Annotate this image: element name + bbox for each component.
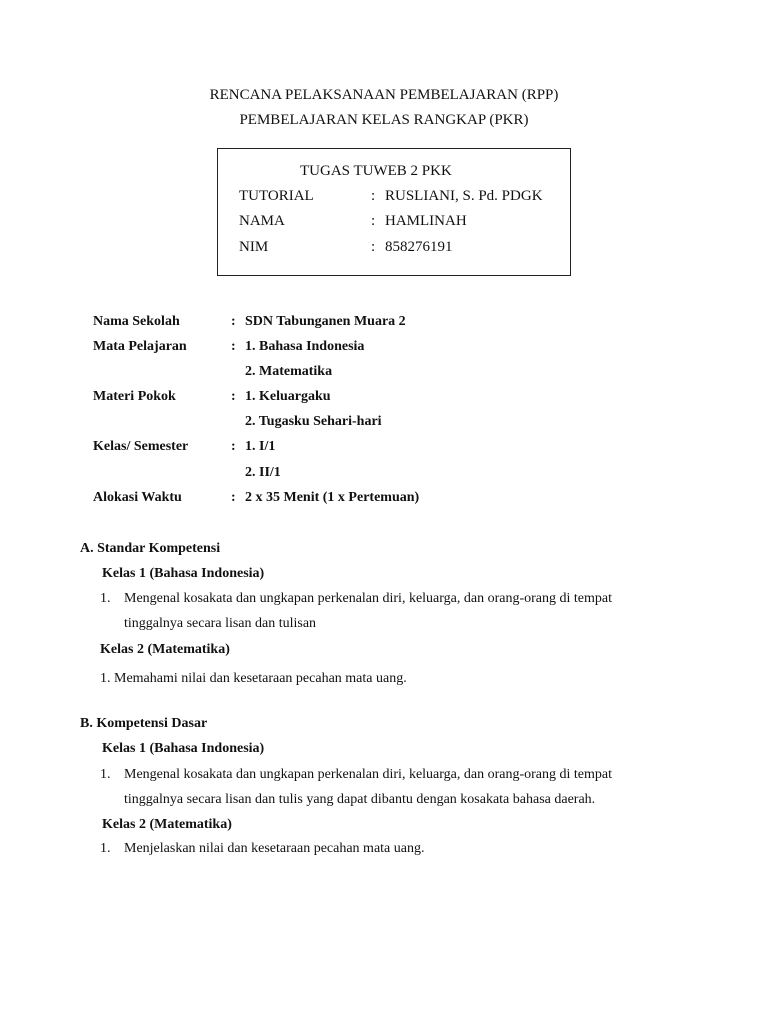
name-label: NAMA	[239, 213, 285, 229]
section-b-class1-line2: tinggalnya secara lisan dan tulis yang dapat dibantu dengan kosakata bahasa daerah.	[124, 792, 596, 807]
section-b-class1-number: 1.	[100, 767, 111, 782]
tutorial-label: TUTORIAL	[239, 188, 314, 204]
section-a-heading: A. Standar Kompetensi	[80, 541, 221, 556]
school-value: SDN Tabunganen Muara 2	[245, 314, 406, 329]
subject-item-1: 1. Bahasa Indonesia	[245, 339, 365, 354]
topic-item-2: 2. Tugasku Sehari-hari	[245, 414, 382, 429]
nim-value: 858276191	[385, 239, 453, 255]
document-subtitle: PEMBELAJARAN KELAS RANGKAP (PKR)	[239, 112, 529, 128]
topic-label: Materi Pokok	[93, 389, 176, 404]
time-allocation-colon: :	[231, 490, 236, 505]
section-b-class2-text: Menjelaskan nilai dan kesetaraan pecahan mata uang.	[124, 841, 425, 856]
section-a-class1-line2: tinggalnya secara lisan dan tulisan	[124, 616, 317, 631]
section-a-class2-text: 1. Memahami nilai dan kesetaraan pecahan mata uang.	[100, 671, 407, 686]
class-semester-colon: :	[231, 439, 236, 454]
class-semester-item-1: 1. I/1	[245, 439, 276, 454]
section-b-class1-line1: Mengenal kosakata dan ungkapan perkenalan diri, keluarga, dan orang-orang di tempat	[124, 767, 613, 782]
nim-label: NIM	[239, 239, 269, 255]
time-allocation-value: 2 x 35 Menit (1 x Pertemuan)	[245, 490, 420, 505]
section-a-class1-number: 1.	[100, 591, 111, 606]
section-a-class1-heading: Kelas 1 (Bahasa Indonesia)	[102, 566, 265, 581]
subject-colon: :	[231, 339, 236, 354]
topic-item-1: 1. Keluargaku	[245, 389, 331, 404]
subject-label: Mata Pelajaran	[93, 339, 187, 354]
class-semester-item-2: 2. II/1	[245, 465, 281, 480]
topic-colon: :	[231, 389, 236, 404]
time-allocation-label: Alokasi Waktu	[93, 490, 182, 505]
section-a-class1-line1: Mengenal kosakata dan ungkapan perkenalan diri, keluarga, dan orang-orang di tempat	[124, 591, 613, 606]
nim-colon: :	[371, 239, 376, 255]
tutorial-value: RUSLIANI, S. Pd. PDGK	[385, 188, 543, 204]
class-semester-label: Kelas/ Semester	[93, 439, 189, 454]
section-a-class2-heading: Kelas 2 (Matematika)	[100, 642, 230, 657]
document-title: RENCANA PELAKSANAAN PEMBELAJARAN (RPP)	[209, 87, 559, 103]
section-b-heading: B. Kompetensi Dasar	[80, 716, 208, 731]
name-colon: :	[371, 213, 376, 229]
name-value: HAMLINAH	[385, 213, 467, 229]
section-b-class2-heading: Kelas 2 (Matematika)	[102, 817, 232, 832]
subject-item-2: 2. Matematika	[245, 364, 333, 379]
section-b-class2-number: 1.	[100, 841, 111, 856]
section-b-class1-heading: Kelas 1 (Bahasa Indonesia)	[102, 741, 265, 756]
assignment-heading: TUGAS TUWEB 2 PKK	[300, 163, 452, 179]
tutorial-colon: :	[371, 188, 376, 204]
school-label: Nama Sekolah	[93, 314, 180, 329]
school-colon: :	[231, 314, 236, 329]
